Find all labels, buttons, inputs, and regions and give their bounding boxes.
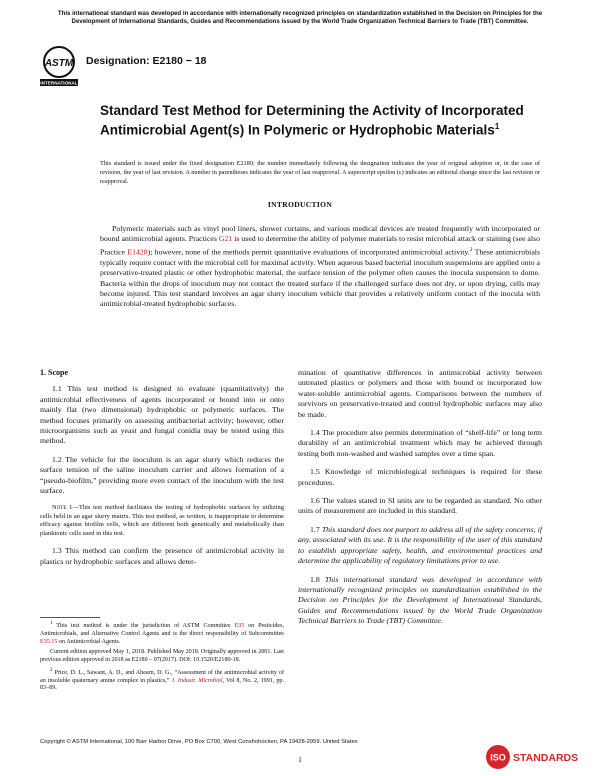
fn2-text-a: Price, D. L., Sawant, A. D., and Ahearn, D. G., “Assessment of the antimicrobial activity of an insoluble quaternary amine complex in plastics,” [40,669,284,684]
fn2-mark: 2 [50,666,53,673]
astm-logo-text: ASTM [44,58,74,69]
intro-text-d: These antimicrobials typically require contact with the microbial cell for maximal activity. When aqueous based bacterial inoculum suspensions are applied onto a preservative-treated plastic or other hydrophobic material, the surface tension of the polymer often causes the inocula suspension to dome. Bacteria within the drops of inoculum may not contact the treated surface if the challenged surface does not dry, or upon drying, cells may become injured. This test standard involves an agar slurry inoculum vehicle that provides a relatively uniform contact of the inocula with antimicrobial-treated hydrophobic surfaces. [100,247,540,309]
note-1 [40,504,284,538]
footnotes [40,620,284,695]
fn1-text-b: on Pesticides, Antimicrobials, and Alternative Control Agents and is the direct responsibility of Subcommittee [40,623,284,637]
para-1-2: 1.2 The vehicle for the inoculum is an agar slurry which reduces the surface tension of the saline inoculum carrier and allows formation of a “pseudo-biofilm,” providing more even contact of the inoculum with the test surface. [40,454,284,496]
tbt-notice: This international standard was developed in accordance with internationally recognized principles on standardization established in the Decision on Principles for the Development of International Standards, Guides and Recommendations issued by the World Trade Organization Technical Barriers to Trade (TBT) Committee. [57,10,543,25]
introduction-paragraph [100,224,540,310]
para-1-5: 1.5 Knowledge of microbiological techniques is required for these procedures. [298,467,542,487]
para-1-8-text: This international standard was developed in accordance with internationally recognized principles on standardization established in the Decision on Principles for the Development of International Standards, Guides and Recommendations issued by the World Trade Organization Technical Barriers to Trade (TBT) Committee. [298,574,542,626]
footnote-1 [40,620,284,647]
document-title [100,103,540,139]
para-1-1: 1.1 This test method is designed to evaluate (quantitatively) the antimicrobial effectiveness of agents incorporated or bound into or onto mainly flat (two dimensional) hydrophobic or polymeric surfaces. The method focuses primarily on assessing antibacterial activity; however, other microorganisms such as yeast and fungal conidia may be tested using this method. [40,384,284,446]
intro-footnote-mark: 2 [469,246,473,253]
title-footnote-mark: 1 [494,122,500,131]
link-journal[interactable]: J. Industr. Microbiol [171,677,223,684]
note-1-text: —This test method facilitates the testing of hydrophobic surfaces by utilizing cells held in an agar slurry matrix. This test method, as written, is inappropriate to determine efficacy against biofilm cells, which are different both genetically and metabolically than planktonic cells used in this test. [40,504,284,537]
note-1-label: Note 1 [52,504,73,512]
scope-heading: 1. Scope [40,368,68,377]
left-column [40,368,284,575]
footnote-1-edition: Current edition approved May 1, 2018. Published May 2018. Originally approved in 2001. Last previous edition approved in 2018 as E2180 – 07(2017). DOI: 10.1520/E2180-18. [40,648,284,663]
iso-standards-logo [484,743,584,771]
right-column [298,368,542,635]
para-1-7 [298,525,542,567]
intro-text-c: ); however, none of the methods permit quantitative evaluations of incorporated antimicrobial activity. [147,247,470,257]
page-number: 1 [298,755,302,764]
fn2-text-b: , Vol 8, No. 2, 1991, pp. 83–89. [40,677,284,692]
issued-note: This standard is issued under the fixed designation E2180; the number immediately following the designation indicates the year of original adoption or, in the case of revision, the year of last revision. A number in parentheses indicates the year of last reapproval. A superscript epsilon (ε) indicates an editorial change since the last revision or reapproval. [100,160,540,185]
para-1-6: 1.6 The values stated in SI units are to be regarded as standard. No other units of measurement are included in this standard. [298,496,542,516]
para-1-8 [298,575,542,627]
para-1-3b: mination of quantitative differences in antimicrobial activity between untreated plastics or polymers and those with bound or incorporated low water-soluble antimicrobial agents. Comparisons between the numbers of survivors on preservative-treated and control hydrophobic surfaces may also be made. [298,368,542,419]
fn1-mark: 1 [50,620,53,626]
fn1-text-c: on Antimicrobial Agents. [57,638,121,645]
link-e35[interactable]: E35 [234,623,245,630]
copyright-footer: Copyright © ASTM International, 100 Barr Harbor Drive, PO Box C700, West Conshohocken, PA 19428-2959. United States [40,739,358,745]
para-1-3a: 1.3 This method can confirm the presence of antimicrobial activity in plastics or hydrophobic surfaces and allows deter- [40,546,284,566]
para-1-7-text: This standard does not purport to address all of the safety concerns, if any, associated with its use. It is the responsibility of the user of this standard to establish appropriate safety, health, and environmental practices and determine the applicability of regulatory limitations prior to use. [298,524,542,566]
designation: Designation: E2180 − 18 [86,55,207,67]
intro-text-b: is used to determine the ability of polymer materials to resist microbial attack or staining (see also Practice [100,234,540,257]
title-text: Standard Test Method for Determining the Activity of Incorporated Antimicrobial Agent(s) In Polymeric or Hydrophobic Materials [100,103,524,138]
para-1-4: 1.4 The procedure also permits determination of “shelf-life” or long term durability of an antimicrobial treatment which may be achieved through testing both non-washed and washed samples over a time span. [298,428,542,458]
footnote-2 [40,667,284,694]
para-1-8-num: 1.8 [310,574,325,584]
fn1-text-a: This test method is under the jurisdiction of ASTM Committee [52,623,235,630]
link-e1428[interactable]: E1428 [127,247,148,257]
standards-logo-text: STANDARDS [513,752,579,764]
astm-logo [40,45,78,87]
link-e35-15[interactable]: E35.15 [40,638,58,645]
iso-logo-text: ISO [490,752,506,763]
introduction-heading: INTRODUCTION [267,200,333,209]
astm-logo-subtext: INTERNATIONAL [40,80,78,86]
intro-text-a: Polymeric materials such as vinyl pool liners, shower curtains, and various medical devices are treated frequently with incorporated or bound antimicrobial agents. Practices [100,224,540,244]
para-1-7-num: 1.7 [310,524,322,534]
footnote-rule [40,617,100,618]
link-g21[interactable]: G21 [218,234,233,244]
